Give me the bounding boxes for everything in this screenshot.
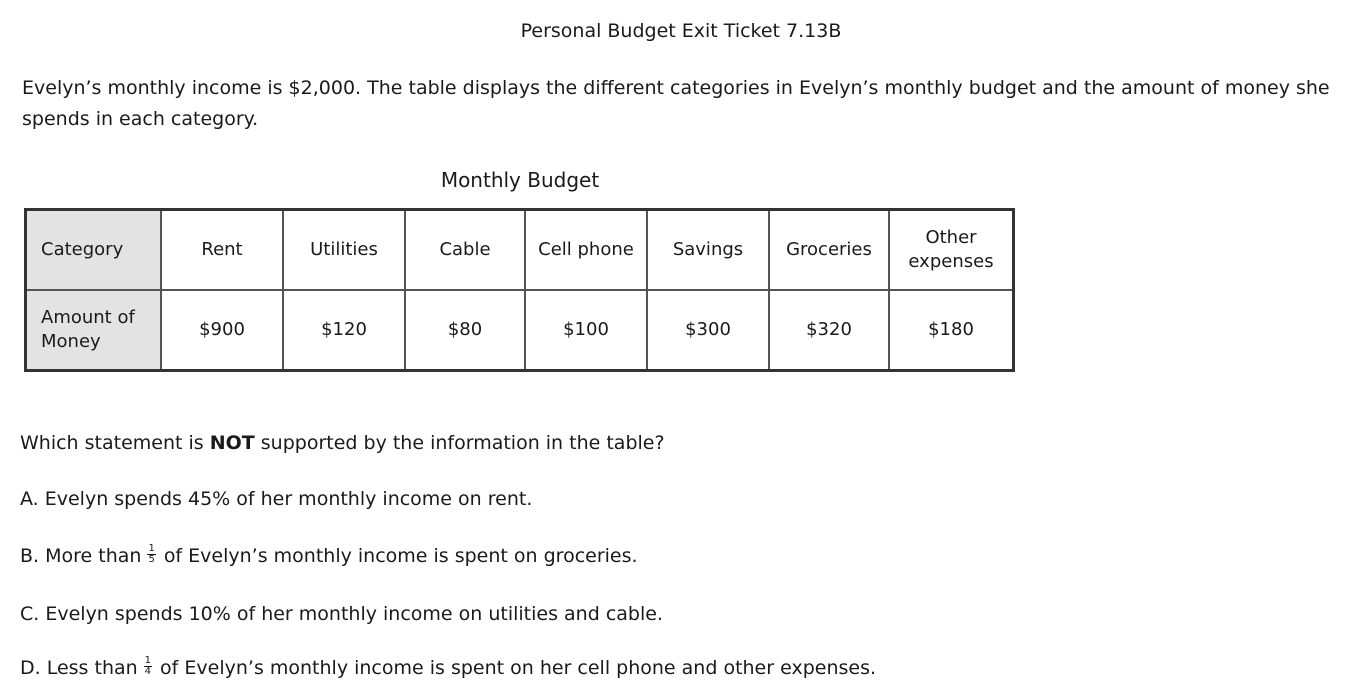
budget-table	[24, 208, 1015, 372]
category-cell-cable: Cable	[405, 210, 525, 291]
table-row-amount	[26, 290, 1014, 371]
fraction-numerator: 1	[148, 543, 155, 554]
question-text-after: supported by the information in the table?	[254, 432, 665, 454]
fraction-denominator: 5	[148, 554, 155, 565]
answer-choice-d	[20, 657, 876, 679]
answer-choice-a: A. Evelyn spends 45% of her monthly income on rent.	[20, 488, 533, 510]
amount-cell-cable: $80	[405, 290, 525, 371]
choice-d-text-before: D. Less than	[20, 657, 138, 679]
question-prompt	[20, 432, 665, 454]
question-emphasis: NOT	[209, 432, 255, 454]
category-cell-other-expenses: Other expenses	[889, 210, 1014, 291]
choice-b-text-after: of Evelyn’s monthly income is spent on groceries.	[163, 545, 638, 567]
question-text-before: Which statement is	[20, 432, 210, 454]
category-cell-savings: Savings	[647, 210, 769, 291]
category-cell-cell-phone: Cell phone	[525, 210, 647, 291]
amount-cell-savings: $300	[647, 290, 769, 371]
answer-choice-c: C. Evelyn spends 10% of her monthly income on utilities and cable.	[20, 603, 663, 625]
amount-cell-utilities: $120	[283, 290, 405, 371]
fraction-numerator: 1	[144, 655, 152, 666]
category-cell-utilities: Utilities	[283, 210, 405, 291]
amount-cell-groceries: $320	[769, 290, 889, 371]
fraction-one-fourth	[144, 656, 152, 677]
answer-choice-b	[20, 545, 638, 567]
amount-cell-cell-phone: $100	[525, 290, 647, 371]
page-title: Personal Budget Exit Ticket 7.13B	[520, 20, 842, 42]
choice-d-text-after: of Evelyn’s monthly income is spent on her cell phone and other expenses.	[160, 657, 877, 679]
row-header-category: Category	[26, 210, 162, 291]
intro-paragraph: Evelyn’s monthly income is $2,000. The table displays the different categories in Evelyn’s monthly budget and the amount of money she spends in each category.	[22, 77, 1330, 130]
table-caption: Monthly Budget	[440, 168, 600, 192]
category-cell-groceries: Groceries	[769, 210, 889, 291]
fraction-denominator: 4	[144, 666, 152, 677]
fraction-one-fifth	[147, 544, 155, 565]
category-cell-rent: Rent	[161, 210, 283, 291]
amount-cell-other-expenses: $180	[889, 290, 1014, 371]
table-row-category	[26, 210, 1014, 291]
row-header-amount: Amount of Money	[26, 290, 162, 371]
amount-cell-rent: $900	[161, 290, 283, 371]
choice-b-text-before: B. More than	[20, 545, 142, 567]
